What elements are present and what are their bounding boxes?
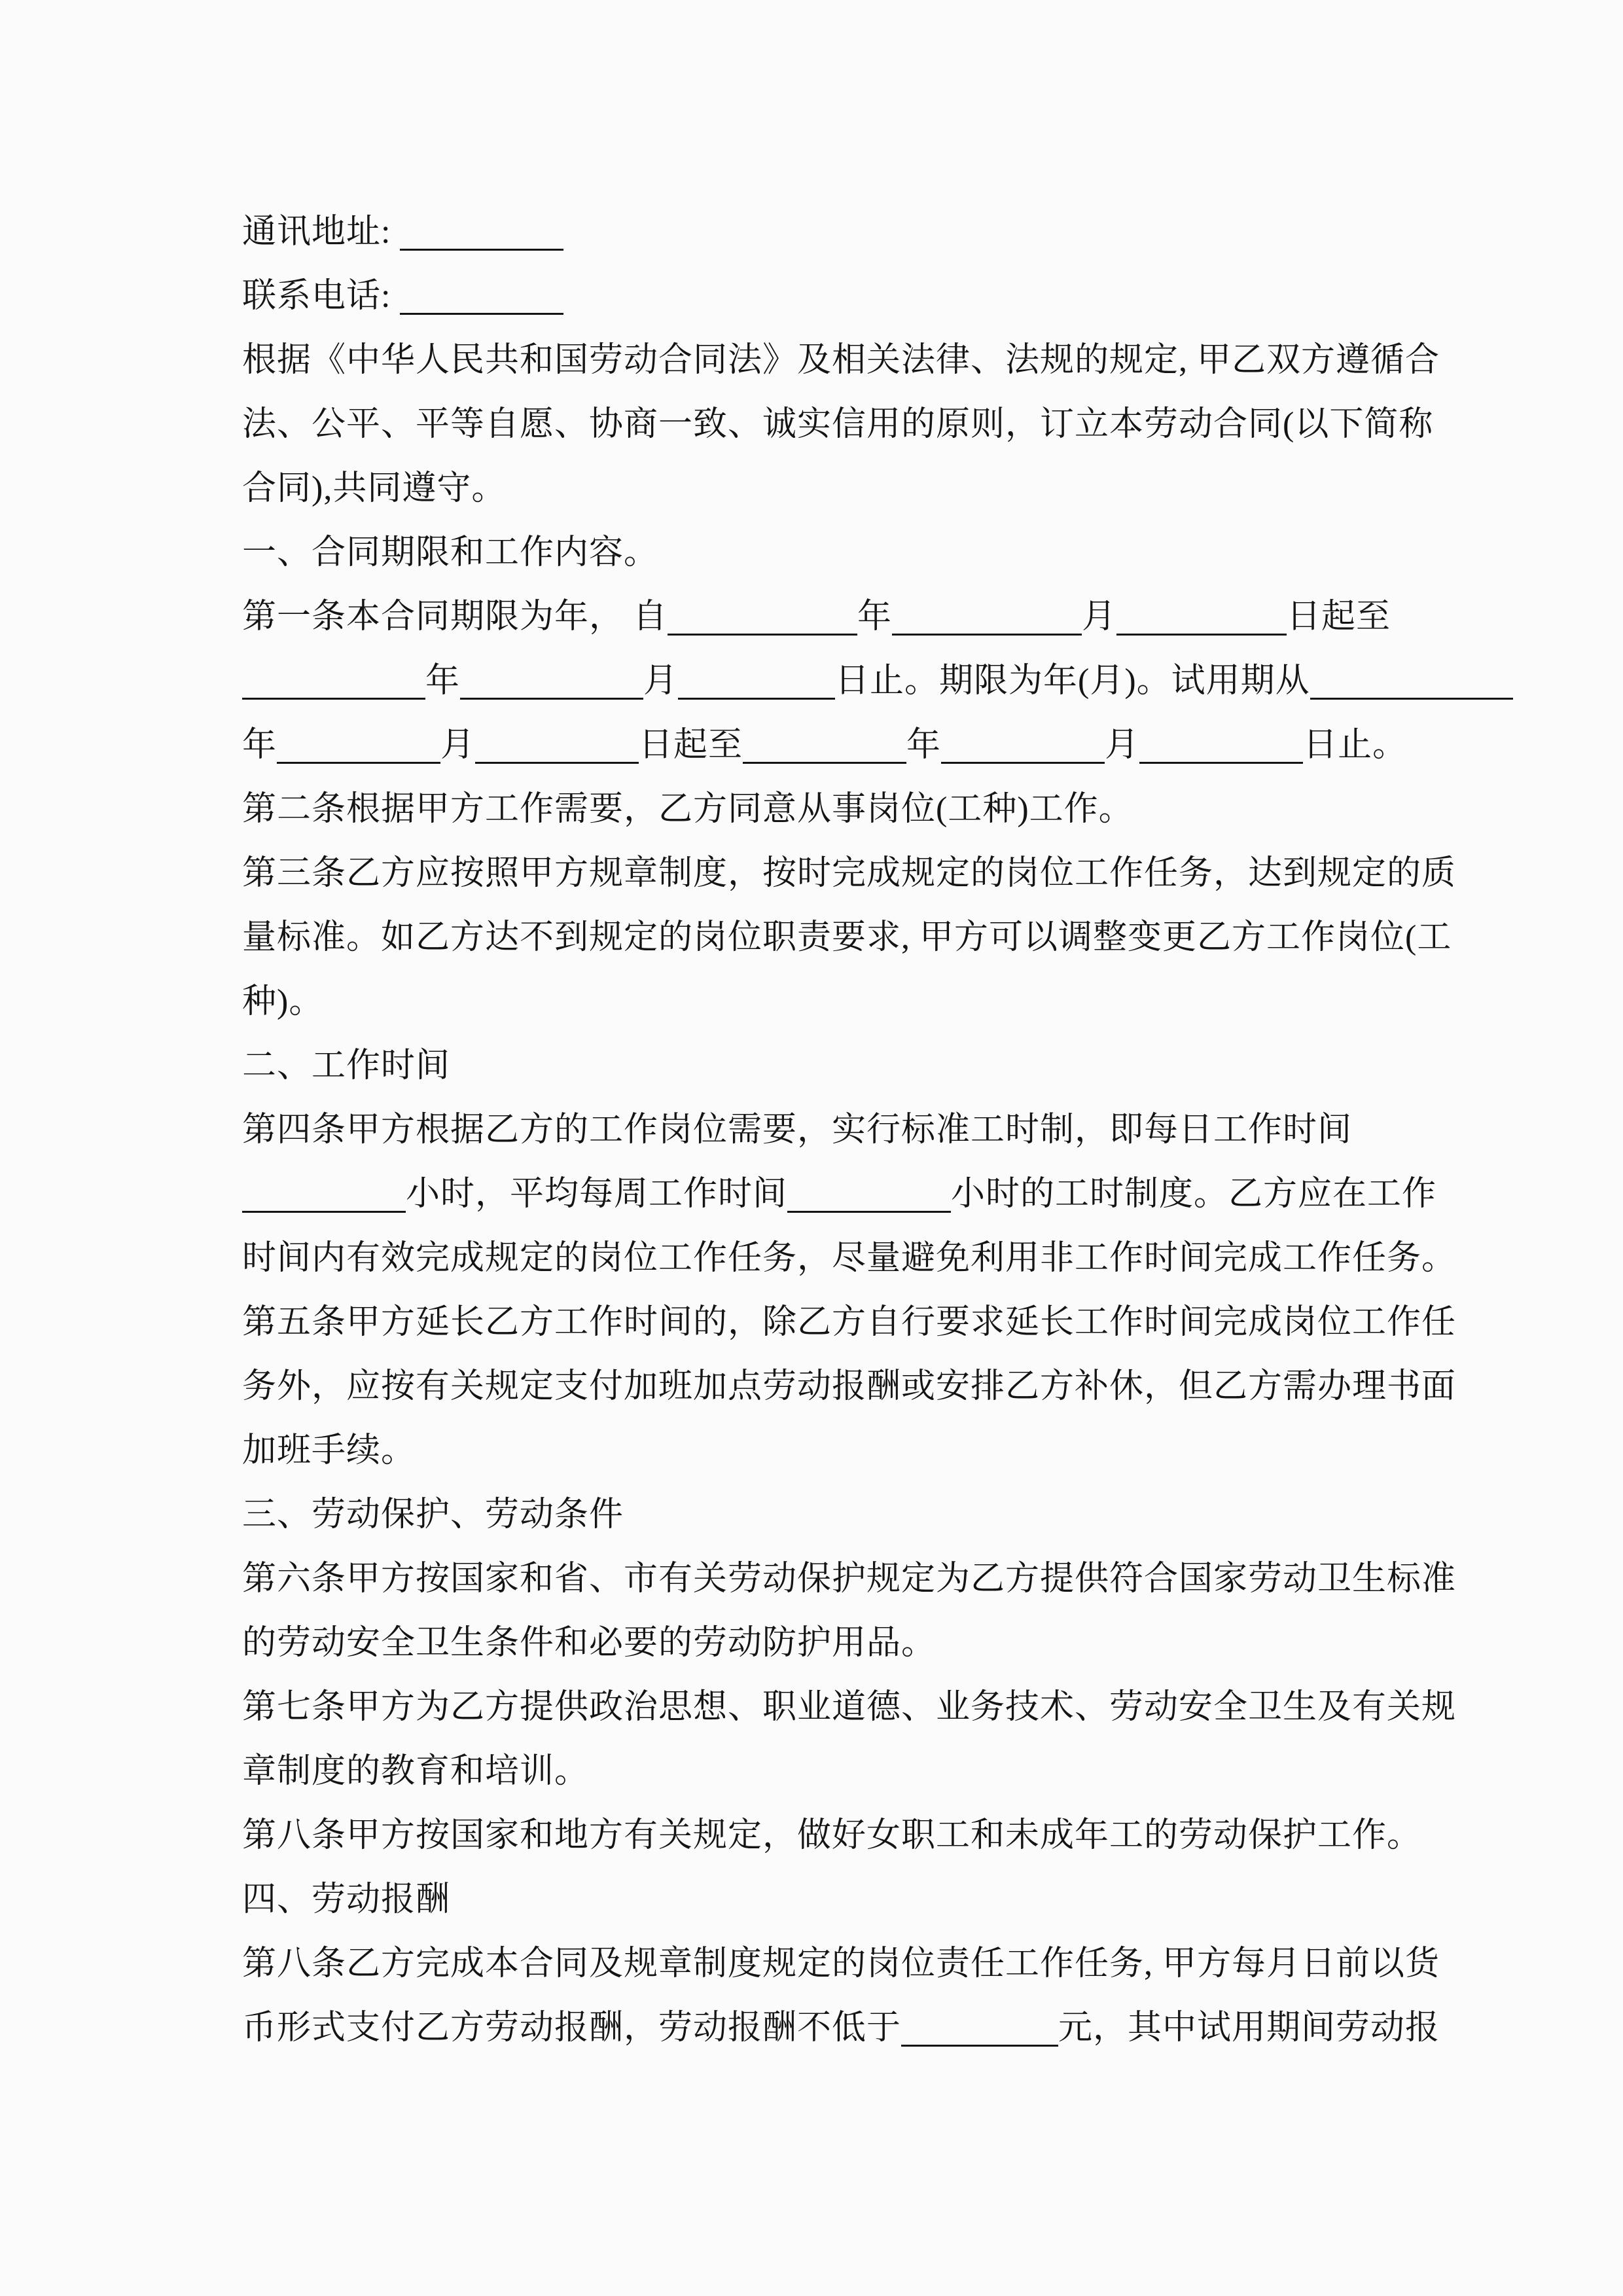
contract-text: 年 xyxy=(242,726,277,764)
contract-line xyxy=(242,649,1525,713)
contract-text-block xyxy=(242,200,1525,2060)
contract-line xyxy=(242,1611,1525,1676)
contract-text: 月 xyxy=(1105,726,1140,764)
contract-line xyxy=(242,906,1525,970)
contract-text: 日止。 xyxy=(1303,726,1408,764)
contract-text: 第八条乙方完成本合同及规章制度规定的岗位责任工作任务, 甲方每月日前以货 xyxy=(242,1945,1440,1982)
contract-line xyxy=(242,1162,1525,1227)
contract-text: 加班手续。 xyxy=(242,1432,416,1469)
contract-text: 第八条甲方按国家和地方有关规定，做好女职工和未成年工的劳动保护工作。 xyxy=(242,1817,1422,1854)
fill-in-blank-underline xyxy=(400,226,563,251)
contract-text: 元，其中试用期间劳动报 xyxy=(1058,2009,1440,2047)
contract-line xyxy=(242,1483,1525,1547)
contract-text: 章制度的教育和培训。 xyxy=(242,1753,590,1790)
contract-line xyxy=(242,264,1525,329)
contract-line xyxy=(242,1034,1525,1098)
contract-line xyxy=(242,1676,1525,1740)
fill-in-blank-underline xyxy=(400,291,563,315)
contract-line xyxy=(242,1740,1525,1804)
contract-text: 小时，平均每周工作时间 xyxy=(406,1175,788,1213)
contract-line xyxy=(242,585,1525,649)
contract-text: 第五条甲方延长乙方工作时间的，除乙方自行要求延长工作时间完成岗位工作任 xyxy=(242,1304,1457,1341)
contract-text: 日起至 xyxy=(639,726,743,764)
fill-in-blank-underline xyxy=(678,675,835,700)
fill-in-blank-underline xyxy=(892,611,1082,636)
fill-in-blank-underline xyxy=(743,740,906,764)
contract-line xyxy=(242,713,1525,778)
contract-line xyxy=(242,1291,1525,1355)
fill-in-blank-underline xyxy=(941,740,1105,764)
contract-line xyxy=(242,1227,1525,1291)
contract-text: 一、合同期限和工作内容。 xyxy=(242,534,659,571)
contract-text: 月 xyxy=(643,662,679,700)
fill-in-blank-underline xyxy=(242,1189,406,1213)
fill-in-blank-underline xyxy=(668,611,857,636)
contract-text: 币形式支付乙方劳动报酬，劳动报酬不低于 xyxy=(242,2009,902,2047)
fill-in-blank-underline xyxy=(1139,740,1303,764)
contract-text: 第二条根据甲方工作需要，乙方同意从事岗位(工种)工作。 xyxy=(242,791,1133,828)
fill-in-blank-underline xyxy=(242,675,425,700)
contract-text: 合同),共同遵守。 xyxy=(242,470,507,507)
contract-line xyxy=(242,842,1525,906)
contract-text: 四、劳动报酬 xyxy=(242,1881,451,1918)
contract-text: 月 xyxy=(440,726,476,764)
contract-text: 第三条乙方应按照甲方规章制度，按时完成规定的岗位工作任务，达到规定的质 xyxy=(242,855,1457,892)
contract-text: 第七条甲方为乙方提供政治思想、职业道德、业务技术、劳动安全卫生及有关规 xyxy=(242,1689,1457,1726)
contract-line xyxy=(242,1868,1525,1932)
contract-text: 联系电话: xyxy=(242,278,401,315)
contract-line xyxy=(242,1098,1525,1162)
contract-line xyxy=(242,457,1525,521)
contract-line xyxy=(242,1419,1525,1483)
contract-text: 第四条甲方根据乙方的工作岗位需要，实行标准工时制，即每日工作时间 xyxy=(242,1111,1353,1149)
fill-in-blank-underline xyxy=(1310,675,1513,700)
contract-text: 量标准。如乙方达不到规定的岗位职责要求, 甲方可以调整变更乙方工作岗位(工 xyxy=(242,919,1452,956)
contract-line xyxy=(242,1355,1525,1419)
contract-text: 日起至 xyxy=(1287,598,1391,636)
fill-in-blank-underline xyxy=(1116,611,1287,636)
contract-text: 三、劳动保护、劳动条件 xyxy=(242,1496,624,1534)
contract-line xyxy=(242,970,1525,1034)
contract-text: 通讯地址: xyxy=(242,213,401,251)
fill-in-blank-underline xyxy=(475,740,639,764)
contract-text: 的劳动安全卫生条件和必要的劳动防护用品。 xyxy=(242,1624,936,1662)
fill-in-blank-underline xyxy=(901,2022,1058,2047)
contract-line xyxy=(242,778,1525,842)
contract-text: 根据《中华人民共和国劳动合同法》及相关法律、法规的规定, 甲乙双方遵循合 xyxy=(242,342,1440,379)
contract-text: 时间内有效完成规定的岗位工作任务，尽量避免利用非工作时间完成工作任务。 xyxy=(242,1240,1457,1277)
contract-line xyxy=(242,1932,1525,1996)
contract-text: 小时的工时制度。乙方应在工作 xyxy=(951,1175,1437,1213)
contract-line xyxy=(242,1996,1525,2060)
contract-line xyxy=(242,200,1525,264)
fill-in-blank-underline xyxy=(277,740,440,764)
contract-text: 二、工作时间 xyxy=(242,1047,451,1085)
contract-text: 务外，应按有关规定支付加班加点劳动报酬或安排乙方补休，但乙方需办理书面 xyxy=(242,1368,1457,1405)
fill-in-blank-underline xyxy=(460,675,643,700)
contract-text: 法、公平、平等自愿、协商一致、诚实信用的原则，订立本劳动合同(以下简称 xyxy=(242,406,1434,443)
fill-in-blank-underline xyxy=(787,1189,951,1213)
contract-text: 种)。 xyxy=(242,983,324,1020)
contract-text: 年 xyxy=(425,662,461,700)
contract-line xyxy=(242,1547,1525,1611)
contract-text: 年 xyxy=(906,726,942,764)
contract-line xyxy=(242,1804,1525,1868)
contract-line xyxy=(242,329,1525,393)
contract-line xyxy=(242,521,1525,585)
contract-line xyxy=(242,393,1525,457)
contract-text: 第六条甲方按国家和省、市有关劳动保护规定为乙方提供符合国家劳动卫生标准 xyxy=(242,1560,1457,1598)
contract-text: 日止。期限为年(月)。试用期从 xyxy=(835,662,1310,700)
contract-text: 年 xyxy=(857,598,893,636)
contract-text: 月 xyxy=(1082,598,1117,636)
contract-text: 第一条本合同期限为年， 自 xyxy=(242,598,668,636)
